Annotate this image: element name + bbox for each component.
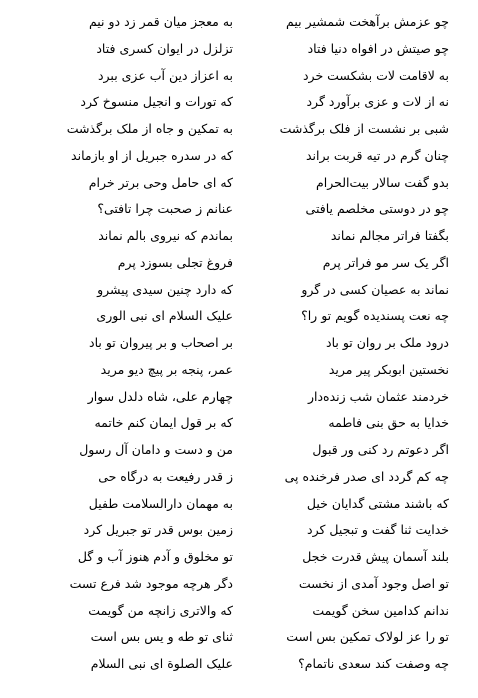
- couplet-row: [0, 146, 478, 173]
- hemistich-second: که والاتری زانچه من گویمت: [88, 602, 233, 618]
- hemistich-first: تو را عز لولاک تمکین بس است: [286, 629, 449, 645]
- hemistich-first: درود ملک بر روان تو باد: [326, 335, 449, 350]
- hemistich-first: بلند آسمان پیش قدرت خجل: [302, 549, 449, 564]
- couplet-row: [0, 173, 478, 200]
- hemistich-second: ز قدر رفیعت به درگاه حی: [98, 468, 233, 484]
- hemistich-second: دگر هرچه موجود شد فرع تست: [69, 575, 233, 591]
- couplet-row: [0, 467, 478, 494]
- hemistich-first: خدایا به حق بنی فاطمه: [328, 415, 449, 431]
- couplet-row: [0, 387, 478, 414]
- couplet-row: [0, 413, 478, 440]
- couplet-row: [0, 547, 478, 574]
- hemistich-second: عنانم ز صحبت چرا تافتی؟: [97, 201, 233, 217]
- hemistich-second: که دارد چنین سیدی پیشرو: [97, 281, 233, 297]
- couplet-row: [0, 199, 478, 226]
- hemistich-first: اگر یک سر مو فراتر پرم: [322, 254, 449, 270]
- hemistich-second: عمر، پنجه بر پیچ دیو مرید: [100, 361, 233, 377]
- couplet-row: [0, 360, 478, 387]
- hemistich-second: که تورات و انجیل منسوخ کرد: [80, 94, 233, 110]
- hemistich-first: ندانم کدامین سخن گویمت: [312, 602, 449, 618]
- hemistich-second: تزلزل در ایوان کسری فتاد: [96, 40, 233, 56]
- couplet-row: [0, 66, 478, 93]
- hemistich-second: به مهمان دارالسلامت طفیل: [88, 495, 233, 511]
- hemistich-second: تو مخلوق و آدم هنوز آب و گل: [77, 549, 233, 564]
- hemistich-second: بماندم که نیروی بالم نماند: [98, 228, 233, 243]
- couplet-row: [0, 119, 478, 146]
- hemistich-second: زمین بوس قدر تو جبریل کرد: [83, 522, 233, 538]
- couplet-row: [0, 494, 478, 521]
- hemistich-second: که بر قول ایمان کنم خاتمه: [94, 415, 233, 431]
- hemistich-first: بدو گفت سالار بیت‌الحرام: [316, 174, 449, 190]
- hemistich-first: اگر دعوتم رد کنی ور قبول: [312, 442, 449, 457]
- couplet-row: [0, 226, 478, 253]
- couplet-row: [0, 253, 478, 280]
- couplet-row: [0, 306, 478, 333]
- hemistich-first: نماند به عصیان کسی در گرو: [301, 281, 449, 297]
- couplet-row: [0, 440, 478, 467]
- couplet-row: [0, 92, 478, 119]
- hemistich-second: فروغ تجلی بسوزد پرم: [117, 254, 233, 270]
- hemistich-second: که ای حامل وحی برتر خرام: [88, 174, 233, 190]
- couplet-row: [0, 39, 478, 66]
- couplet-row: [0, 12, 478, 39]
- hemistich-first: چنان گرم در تیه قربت براند: [305, 147, 449, 163]
- hemistich-second: من و دست و دامان آل رسول: [79, 442, 233, 457]
- hemistich-first: چو عزمش برآهخت شمشیر بیم: [286, 14, 449, 29]
- couplet-row: [0, 601, 478, 628]
- couplet-row: [0, 574, 478, 601]
- couplet-row: [0, 654, 478, 681]
- hemistich-second: به معجز میان قمر زد دو نیم: [88, 14, 233, 29]
- hemistich-first: نخستین ابوبکر پیر مرید: [328, 361, 449, 377]
- poem: [0, 12, 478, 681]
- hemistich-second: چهارم علی، شاه دلدل سوار: [87, 388, 233, 404]
- hemistich-second: علیک الصلوة ای نبی السلام: [90, 656, 233, 671]
- hemistich-first: شبی بر نشست از فلک برگذشت: [279, 121, 449, 136]
- hemistich-second: به اعزاز دین آب عزی ببرد: [97, 67, 233, 83]
- hemistich-first: تو اصل وجود آمدی از نخست: [298, 575, 449, 591]
- hemistich-first: چه کم گردد ای صدر فرخنده پی: [284, 468, 449, 484]
- couplet-row: [0, 520, 478, 547]
- hemistich-second: به تمکین و جاه از ملک برگذشت: [66, 121, 233, 136]
- hemistich-first: که باشند مشتی گدایان خیل: [306, 495, 449, 511]
- hemistich-first: نه از لات و عزی برآورد گرد: [306, 94, 449, 110]
- hemistich-first: چو در دوستی مخلصم یافتی: [305, 201, 449, 217]
- couplet-row: [0, 333, 478, 360]
- hemistich-first: بگفتا فراتر مجالم نماند: [330, 228, 449, 243]
- hemistich-second: بر اصحاب و بر پیروان تو باد: [89, 335, 233, 350]
- hemistich-first: خردمند عثمان شب زنده‌دار: [307, 388, 449, 404]
- couplet-row: [0, 627, 478, 654]
- couplet-row: [0, 280, 478, 307]
- hemistich-first: خدایت ثنا گفت و تبجیل کرد: [307, 522, 449, 538]
- hemistich-first: چو صیتش در افواه دنیا فتاد: [307, 40, 449, 56]
- hemistich-second: که در سدره جبریل از او بازماند: [71, 147, 233, 163]
- hemistich-second: ثنای تو طه و یس بس است: [90, 629, 233, 645]
- hemistich-first: چه وصفت کند سعدی ناتمام؟: [298, 656, 449, 671]
- hemistich-second: علیک السلام ای نبی الوری: [96, 308, 233, 324]
- hemistich-first: چه نعت پسندیده گویم تو را؟: [301, 308, 449, 324]
- hemistich-first: به لاقامت لات بشکست خرد: [302, 67, 449, 83]
